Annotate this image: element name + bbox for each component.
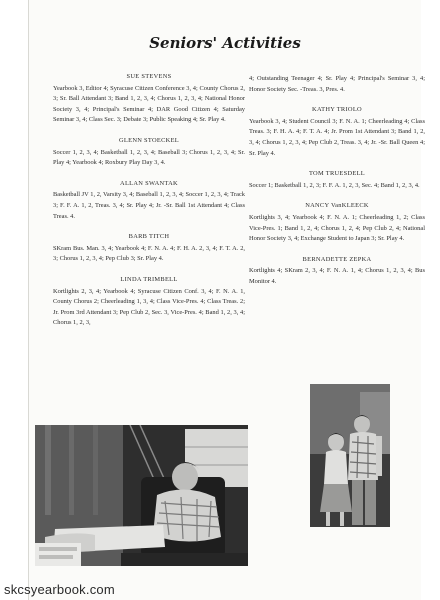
senior-activities: Basketball JV 1, 2, Varsity 3, 4; Baseball 1, 2, 3, 4; Soccer 1, 2, 3, 4; Track 3; F. F. A. 1, 2, Treas. 3, 4; Sr. Play 4; Jr. -Sr. Ball 1st Attendant 4; Class Treas. 4. [53, 191, 245, 220]
senior-entry [53, 275, 245, 329]
senior-entry [249, 105, 425, 159]
senior-activities: Yearbook 3, 4; Student Council 3; F. N. A. 1; Cheerleading 4; Class Treas. 3; F. H. A. 4; F. T. A. 4; Jr. Prom 1st Attendant 3; Band 1, 2, 3, 4; Chorus 1, 2, 3, 4; Pep Club 2, Treas. 3, 4; Jr. -Sr. Ball Queen 4; Sr. Play 4. [249, 117, 425, 157]
photo-students-standing-image [310, 384, 390, 527]
senior-name: ALLAN SWANTAK [120, 179, 178, 187]
senior-activities: Soccer 1; Basketball 1, 2, 3; F. F. A. 1, 2, 3, Sec. 4; Band 1, 2, 3, 4. [249, 181, 420, 189]
senior-activities: Kortlights 4; SKram 2, 3, 4; F. N. A. 1, 4; Chorus 1, 2, 3, 4; Bus Monitor 4. [249, 267, 425, 285]
senior-name: TOM TRUESDELL [308, 170, 366, 178]
photo-student-reclining [35, 425, 248, 566]
photo-students-standing [310, 384, 390, 527]
right-column [249, 74, 425, 298]
page-title: Seniors' Activities [149, 34, 301, 52]
senior-entry [53, 136, 245, 169]
senior-entry [53, 179, 245, 222]
senior-activities: SKram Bus. Man. 3, 4; Yearbook 4; F. N. A. 4; F. H. A. 2, 3, 4; F. T. A. 2, 3; Chorus 1, 2, 3, 4; Pep Club 3; Sr. Play 4. [53, 244, 245, 263]
senior-name: NANCY VanKLEECK [305, 202, 369, 210]
senior-activities: 4; Outstanding Teenager 4; Sr. Play 4; Principal's Seminar 3, 4; Honor Society Sec. -Treas. 3, Pres. 4. [249, 75, 425, 93]
senior-activities: Kortlights 3, 4; Yearbook 4; F. N. A. 1; Cheerleading 1, 2; Class Vice-Pres. 1; Band 1, 2, 4; Chorus 1, 2, 4; Pep Club 2, 4; National Honor Society 3, 4; Exchange Student to Japan 3; Sr. Play 4. [249, 213, 425, 243]
senior-name: BERNADETTE ZEPKA [302, 255, 372, 263]
left-column [53, 72, 245, 339]
senior-name: BARB TITCH [128, 233, 170, 241]
senior-name: KATHY TRIOLO [312, 106, 362, 114]
watermark: skcsyearbook.com [4, 582, 115, 597]
senior-entry [249, 255, 425, 288]
senior-name: LINDA TRIMBELL [120, 275, 178, 283]
senior-name: SUE STEVENS [126, 73, 172, 80]
senior-name: GLENN STOECKEL [119, 136, 179, 144]
senior-entry-continued [249, 74, 425, 95]
senior-entry [53, 232, 245, 265]
photo-student-reclining-image [35, 425, 248, 566]
senior-activities: Soccer 1, 2, 3, 4; Basketball 1, 2, 3, 4; Baseball 3; Chorus 1, 2, 3, 4; Sr. Play 4; Yearbook 4; Roxbury Play Day 3, 4. [53, 148, 245, 167]
senior-entry [249, 169, 425, 191]
senior-activities: Kortlights 2, 3, 4; Yearbook 4; Syracuse Citizen Conf. 3, 4; F. N. A. 1, County Chorus 2; Cheerleading 1, 3, 4; Class Vice-Pres. 4; Class Treas. 2; Jr. Prom 3rd Attendant 3; Pep Club 2, Sec. 3, Vice-Pres. 4; Band 1, 2, 3, 4; Chorus 1, 2, 3, [53, 287, 245, 327]
senior-activities: Yearbook 3, Editor 4; Syracuse Citizen Conference 3, 4; County Chorus 2, 3; Sr. Ball Attendant 3; Band 1, 2, 3, 4; Chorus 1, 2, 3, 4; National Honor Society 3, 4; Principal's Seminar 4; DAR Good Citizen 4; Saturday Seminar 3, 4; Class Sec. 3; Debate 3; Public Speaking 4; Sr. Play 4. [53, 84, 245, 124]
senior-entry [249, 201, 425, 244]
senior-entry [53, 72, 245, 126]
